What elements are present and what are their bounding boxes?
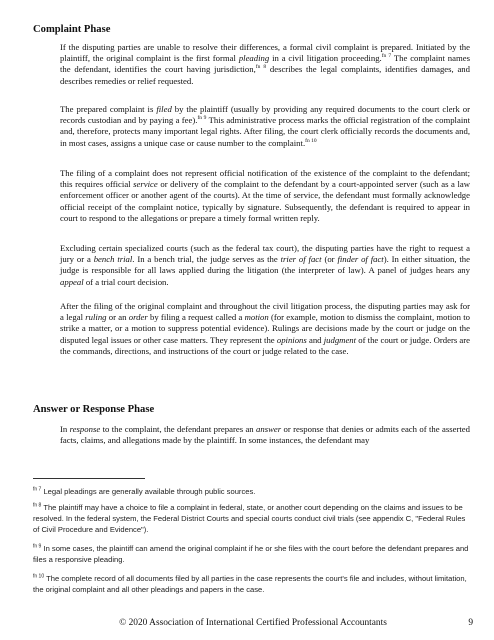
text: or an (106, 312, 129, 323)
text: The complaint names the defendant, identifies the court having jurisdiction, (60, 53, 470, 75)
footnote-ref-7: fn 7 (381, 53, 392, 60)
term-appeal: appeal (60, 276, 84, 287)
term-finder-of-fact: finder of fact (337, 254, 384, 265)
text: Excluding certain specialized courts (such as the federal tax court), the disputing parties have the right to request a jury or a (60, 243, 470, 265)
term-motion: motion (244, 312, 269, 323)
footnote-7 (33, 486, 473, 497)
footnote-text: The complete record of all documents filed by all parties in the case represents the court's file and includes, without limitation, the original complaint and all other pleadings and papers in the case. (33, 574, 467, 595)
heading-answer-phase: Answer or Response Phase (33, 404, 155, 415)
term-service: service (133, 179, 158, 190)
text: . In a bench trial, the judge serves as the (132, 254, 281, 265)
footnote-10 (33, 573, 473, 595)
text: and (306, 334, 324, 345)
term-judgment: judgment (323, 334, 357, 345)
text: by the plaintiff (usually by providing any required documents to the court clerk or records custodian and by paying a fee). (60, 104, 470, 126)
footnote-mark: fn 7 (33, 486, 42, 493)
footnote-mark: fn 9 (33, 543, 42, 550)
heading-complaint-phase: Complaint Phase (33, 24, 111, 35)
paragraph-filing (60, 104, 470, 149)
term-filed: filed (156, 104, 172, 114)
text: of the court or judge. Orders are the commands, directions, and instructions of the court or judge related to the case. (60, 334, 471, 356)
text: If the disputing parties are unable to resolve their differences, a formal civil complaint is prepared. Initiated by the plaintiff, the original complaint is the first formal (60, 42, 470, 64)
paragraph-motions (60, 301, 470, 357)
text: (or (321, 254, 338, 265)
text: After the filing of the original complaint and throughout the civil litigation process, the disputing parties may ask for a legal (60, 301, 470, 323)
term-ruling: ruling (85, 312, 107, 323)
text: In (60, 424, 70, 434)
text: ). In either situation, the judge is responsible for all laws applied during the litigation (the interpreter of law). A panel of judges hears any (60, 254, 470, 276)
term-trier-of-fact: trier of fact (280, 254, 322, 265)
paragraph-jury-bench (60, 243, 470, 288)
term-response: response (69, 424, 101, 434)
text: describes the legal complaints, identifies damages, and describes remedies or relief requested. (60, 64, 470, 86)
text: of a trial court decision. (83, 276, 169, 287)
footnote-text: In some cases, the plaintiff can amend the original complaint if he or she files with the court before the defendant prepares and files a responsive pleading. (33, 544, 469, 565)
footnote-mark: fn 8 (33, 502, 42, 509)
term-opinions: opinions (276, 334, 307, 345)
footnote-ref-10: fn 10 (305, 137, 317, 144)
term-answer: answer (256, 424, 282, 434)
text: or response that denies or admits each of the asserted facts, claims, and allegations made by the plaintiff. In some instances, the defendant may (60, 424, 470, 446)
text: by filing a request called a (147, 312, 245, 323)
text: The filing of a complaint does not represent official notification of the existence of the complaint to the defendant; this requires official (60, 168, 470, 190)
footnote-ref-9: fn 9 (197, 115, 207, 122)
term-bench-trial: bench trial (93, 254, 133, 265)
paragraph-complaint-intro (60, 42, 470, 87)
term-order: order (128, 312, 148, 323)
page-number: 9 (468, 618, 473, 628)
copyright-notice: © 2020 Association of International Certified Professional Accountants (119, 618, 387, 628)
footnote-divider (33, 478, 145, 479)
paragraph-service (60, 168, 470, 224)
text: or delivery of the complaint to the defendant by a court-appointed server (such as a law enforcement officer or another agent of the courts). At the time of service, the defendant must formally acknowledge official receipt of the complaint notice, typically by signature. Subsequently, the defendant is required to appear in court to respond to the allegations or prepare a timely formal written reply. (60, 179, 470, 223)
footnote-text: The plaintiff may have a choice to file a complaint in federal, state, or another court depending on the claims and issues to be resolved. In the federal system, the Federal District Courts and special courts conduct civil trials (see appendix C, "Federal Rules of Civil Procedure and Evidence"). (33, 503, 466, 535)
footnote-ref-8: fn 8 (255, 64, 267, 71)
footnote-text: Legal pleadings are generally available through public sources. (41, 487, 256, 496)
paragraph-answer (60, 424, 470, 446)
text: The prepared complaint is (60, 104, 157, 114)
text: (for example, motion to dismiss the complaint, motion to strike a matter, or a motion to suppress potential evidence). Rulings are decisions made by the court or judge on the disputed legal issues or other case matters. They represent the (60, 312, 471, 345)
text: to the complaint, the defendant prepares an (100, 424, 257, 434)
footnote-9 (33, 543, 473, 565)
footnote-8 (33, 502, 473, 536)
text: This administrative process marks the official registration of the complaint and, therefore, protects many important legal rights. After filing, the court clerk officially records the documents and, in most cases, assigns a unique case or cause number to the complaint. (60, 115, 470, 148)
footnote-mark: fn 10 (33, 573, 45, 580)
term-pleading: pleading (238, 53, 270, 64)
text: in a civil litigation proceeding. (269, 53, 382, 64)
